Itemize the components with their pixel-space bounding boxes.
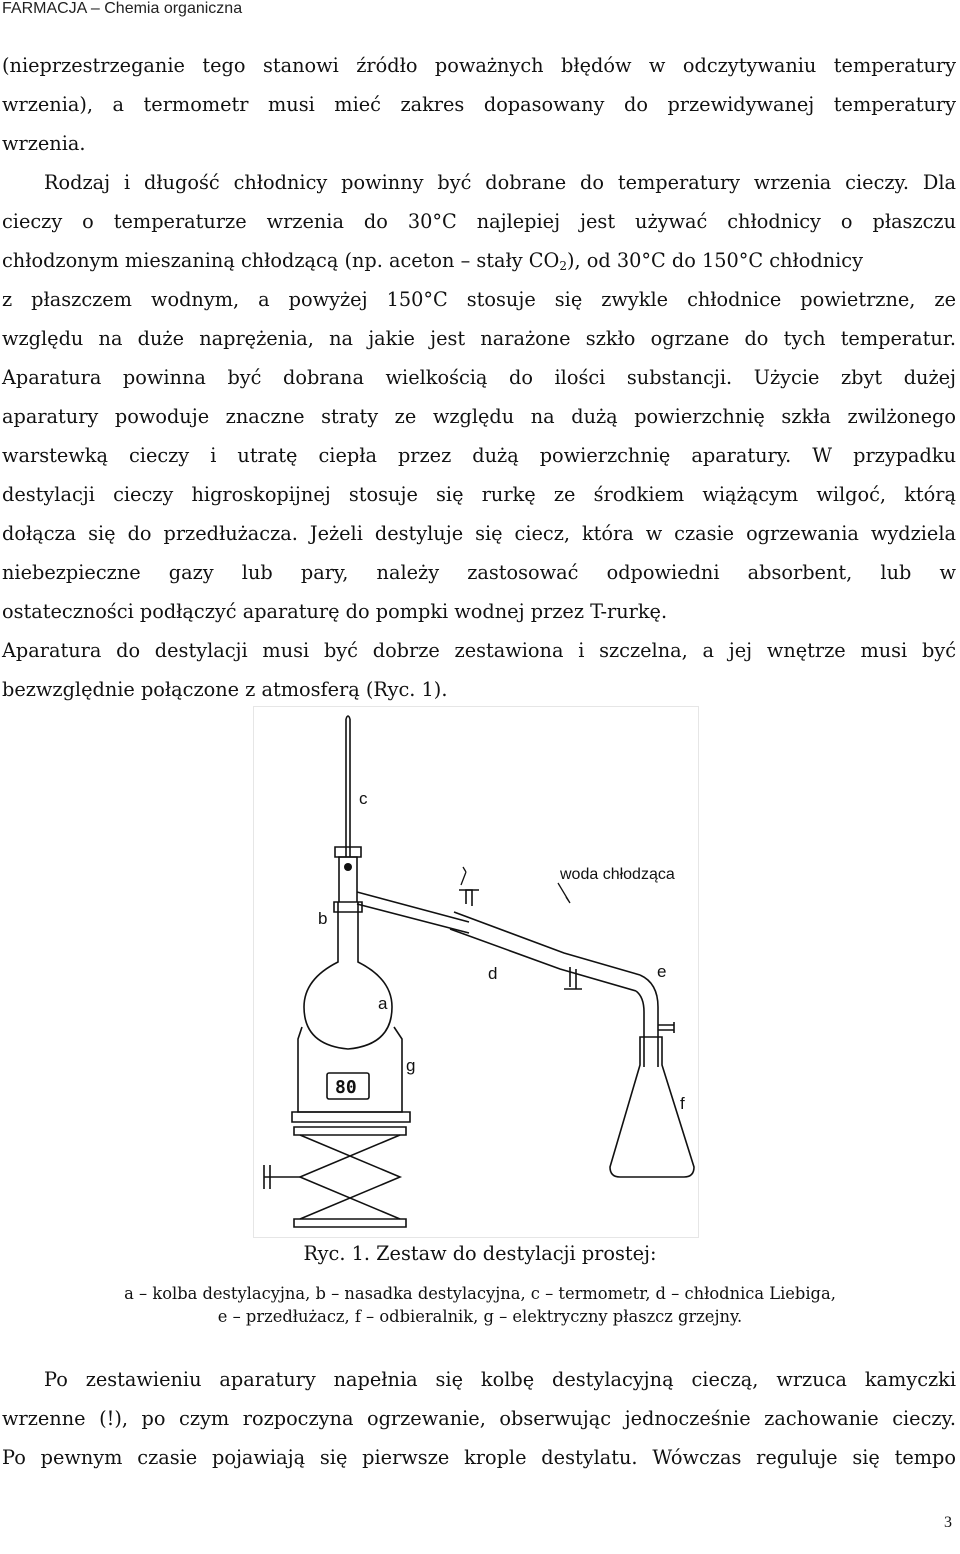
text-line: niebezpieczne gazy lub pary, należy zastosować odpowiedni absorbent, lub w bbox=[2, 561, 956, 584]
label-e: e bbox=[657, 962, 667, 981]
text-line: (nieprzestrzeganie tego stanowi źródło poważnych błędów w odczytywaniu temperatury bbox=[2, 54, 956, 77]
thermometer bbox=[346, 716, 350, 857]
text-line: Po pewnym czasie pojawiają się pierwsze krople destylatu. Wówczas reguluje się tempo bbox=[2, 1446, 956, 1469]
text-line: ostateczności podłączyć aparaturę do pompki wodnej przez T-rurkę. bbox=[2, 600, 668, 623]
mantle-display: 80 bbox=[335, 1077, 357, 1098]
distillation-apparatus-drawing bbox=[254, 707, 698, 1237]
text-fragment: chłodzonym mieszaniną chłodzącą (np. aceton – stały CO bbox=[2, 249, 560, 272]
page-number: 3 bbox=[944, 1514, 952, 1531]
text-line: destylacji cieczy higroskopijnej stosuje się rurkę ze środkiem wiążącym wilgoć, którą bbox=[2, 483, 956, 506]
body-paragraph-1 bbox=[2, 46, 956, 709]
page-header: FARMACJA – Chemia organiczna bbox=[2, 0, 243, 17]
body-paragraph-3 bbox=[2, 1360, 956, 1477]
text-line: wrzenne (!), po czym rozpoczyna ogrzewanie, obserwując jednocześnie zachowanie cieczy. bbox=[2, 1407, 956, 1430]
text-line: cieczy o temperaturze wrzenia do 30°C najlepiej jest używać chłodnicy o płaszczu bbox=[2, 210, 956, 233]
text-line: względu na duże naprężenia, na jakie jest narażone szkło ogrzane do tych temperatur. bbox=[2, 327, 956, 350]
text-line: warstewką cieczy i utratę ciepła przez dużą powierzchnię aparatury. W przypadku bbox=[2, 444, 956, 467]
legend-line: e – przedłużacz, f – odbieralnik, g – elektryczny płaszcz grzejny. bbox=[217, 1307, 743, 1326]
figure-legend bbox=[0, 1282, 960, 1328]
legend-line: a – kolba destylacyjna, b – nasadka destylacyjna, c – termometr, d – chłodnica Liebiga, bbox=[124, 1284, 836, 1303]
label-d: d bbox=[488, 964, 498, 983]
text-line: Aparatura do destylacji musi być dobrze zestawiona i szczelna, a jej wnętrze musi być bbox=[2, 639, 956, 662]
text-line: dołącza się do przedłużacza. Jeżeli destyluje się ciecz, która w czasie ogrzewania wydziela bbox=[2, 522, 956, 545]
text-line: aparatury powoduje znaczne straty ze względu na dużą powierzchnię szkła zwilżonego bbox=[2, 405, 956, 428]
label-a: a bbox=[378, 994, 388, 1013]
figure-caption: Ryc. 1. Zestaw do destylacji prostej: bbox=[303, 1242, 657, 1265]
text-line: wrzenia), a termometr musi mieć zakres dopasowany do przewidywanej temperatury bbox=[2, 93, 956, 116]
text-line: Po zestawieniu aparatury napełnia się kolbę destylacyjną cieczą, wrzuca kamyczki bbox=[44, 1368, 956, 1391]
lab-jack bbox=[294, 1127, 406, 1227]
text-fragment: ), od 30°C do 150°C chłodnicy bbox=[566, 249, 864, 272]
label-b: b bbox=[318, 909, 328, 928]
text-line: wrzenia. bbox=[2, 132, 86, 155]
liebig-condenser bbox=[450, 912, 640, 991]
label-f: f bbox=[680, 1094, 685, 1113]
subscript: 2 bbox=[559, 259, 567, 273]
text-line: bezwzględnie połączone z atmosferą (Ryc. 1). bbox=[2, 678, 448, 701]
label-g: g bbox=[406, 1056, 416, 1075]
text-line: z płaszczem wodnym, a powyżej 150°C stosuje się zwykle chłodnice powietrzne, ze bbox=[2, 288, 956, 311]
text-line: Aparatura powinna być dobrana wielkością do ilości substancji. Użycie zbyt dużej bbox=[2, 366, 956, 389]
label-cooling-water: woda chłodząca bbox=[560, 866, 675, 883]
distillation-figure bbox=[253, 706, 699, 1238]
label-c: c bbox=[359, 789, 368, 808]
text-line bbox=[2, 241, 956, 280]
text-line: Rodzaj i długość chłodnicy powinny być dobrane do temperatury wrzenia cieczy. Dla bbox=[44, 171, 956, 194]
